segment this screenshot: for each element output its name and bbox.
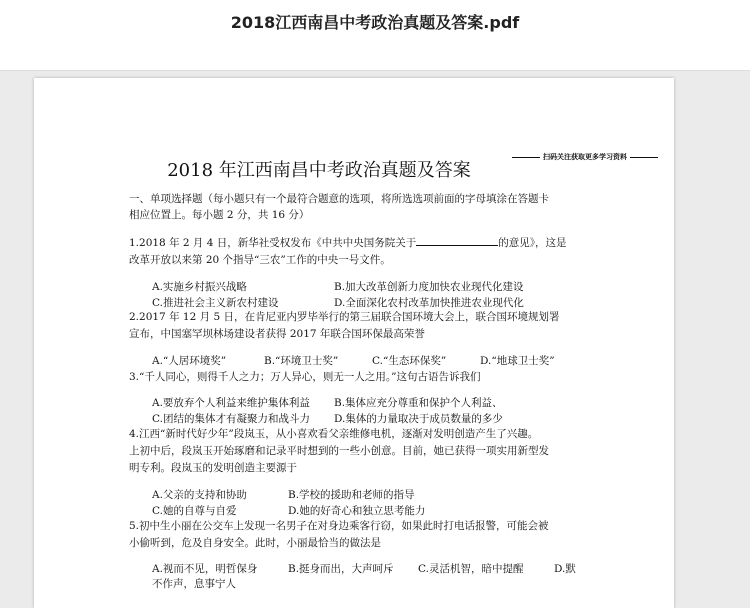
banner-line-right	[630, 157, 658, 158]
question-1-option-c: C.推进社会主义新农村建设	[152, 297, 279, 309]
question-4-line2: 上初中后，段岚玉开始琢磨和记录平时想到的一些小创意。目前，她已获得一项实用新型发	[129, 445, 549, 457]
viewer-toolbar	[0, 0, 750, 71]
question-3-option-b: B.集体应充分尊重和保护个人利益、	[334, 397, 503, 409]
pdf-page	[34, 78, 674, 608]
question-5-option-d-continued: 不作声，息事宁人	[152, 578, 236, 590]
question-3-option-a: A.要放弃个人利益来维护集体利益	[152, 397, 310, 409]
question-2-option-a: A.“人居环境奖”	[152, 355, 227, 367]
question-2-option-c: C.“生态环保奖”	[372, 355, 447, 367]
answer-blank	[416, 236, 498, 246]
question-2-option-b: B.“环境卫士奖”	[264, 355, 339, 367]
question-5-line2: 小偷听到，危及自身安全。此时，小丽最恰当的做法是	[129, 537, 381, 549]
question-5-line1: 5.初中生小丽在公交车上发现一名男子在对身边乘客行窃，如果此时打电话报警，可能会被	[129, 520, 549, 532]
question-4-option-b: B.学校的援助和老师的指导	[288, 489, 415, 501]
question-5-option-d: D.默	[554, 563, 576, 575]
document-title: 2018 年江西南昌中考政治真题及答案	[167, 160, 471, 181]
question-1-option-a: A.实施乡村振兴战略	[152, 281, 247, 293]
file-title[interactable]: 2018江西南昌中考政治真题及答案.pdf	[230, 13, 520, 32]
question-2-line1: 2.2017 年 12 月 5 日，在肯尼亚内罗毕举行的第三届联合国环境大会上，联合国环境规划署	[129, 311, 560, 323]
question-5-option-c: C.灵活机智，暗中提醒	[418, 563, 524, 575]
question-2-option-d: D.“地球卫士奖”	[480, 355, 555, 367]
question-4-line1: 4.江西“新时代好少年”段岚玉，从小喜欢看父亲维修电机，逐渐对发明创造产生了兴趣。	[129, 428, 539, 440]
qr-banner-text: 扫码关注获取更多学习资料	[543, 153, 627, 161]
question-2-line2: 宣布，中国塞罕坝林场建设者获得 2017 年联合国环保最高荣誉	[129, 328, 425, 340]
question-4-line3: 明专利。段岚玉的发明创造主要源于	[129, 462, 297, 474]
question-1-text-post: 的意见》，这是	[498, 237, 567, 249]
section-heading-line1: 一、单项选择题（每小题只有一个最符合题意的选项，将所选选项前面的字母填涂在答题卡	[129, 193, 549, 205]
question-5-option-a: A.视而不见，明哲保身	[152, 563, 258, 575]
question-4-option-a: A.父亲的支持和协助	[152, 489, 247, 501]
question-1-option-b: B.加大改革创新力度加快农业现代化建设	[334, 281, 524, 293]
question-3-option-c: C.团结的集体才有凝聚力和战斗力	[152, 413, 310, 425]
question-4-option-c: C.她的自尊与自爱	[152, 505, 237, 517]
question-5-option-b: B.挺身而出，大声呵斥	[288, 563, 394, 575]
question-1-line1	[129, 236, 567, 250]
question-1-line2: 改革开放以来第 20 个指导“三农”工作的中央一号文件。	[129, 254, 391, 266]
question-4-option-d: D.她的好奇心和独立思考能力	[288, 505, 426, 517]
question-3-line1: 3.“千人同心，则得千人之力；万人异心，则无一人之用。”这句古语告诉我们	[129, 371, 481, 383]
section-heading-line2: 相应位置上。每小题 2 分，共 16 分）	[129, 209, 310, 221]
question-1-option-d: D.全面深化农村改革加快推进农业现代化	[334, 297, 524, 309]
question-3-option-d: D.集体的力量取决于成员数量的多少	[334, 413, 503, 425]
question-1-text-pre: 1.2018 年 2 月 4 日，新华社受权发布《中共中央国务院关于	[129, 237, 417, 249]
